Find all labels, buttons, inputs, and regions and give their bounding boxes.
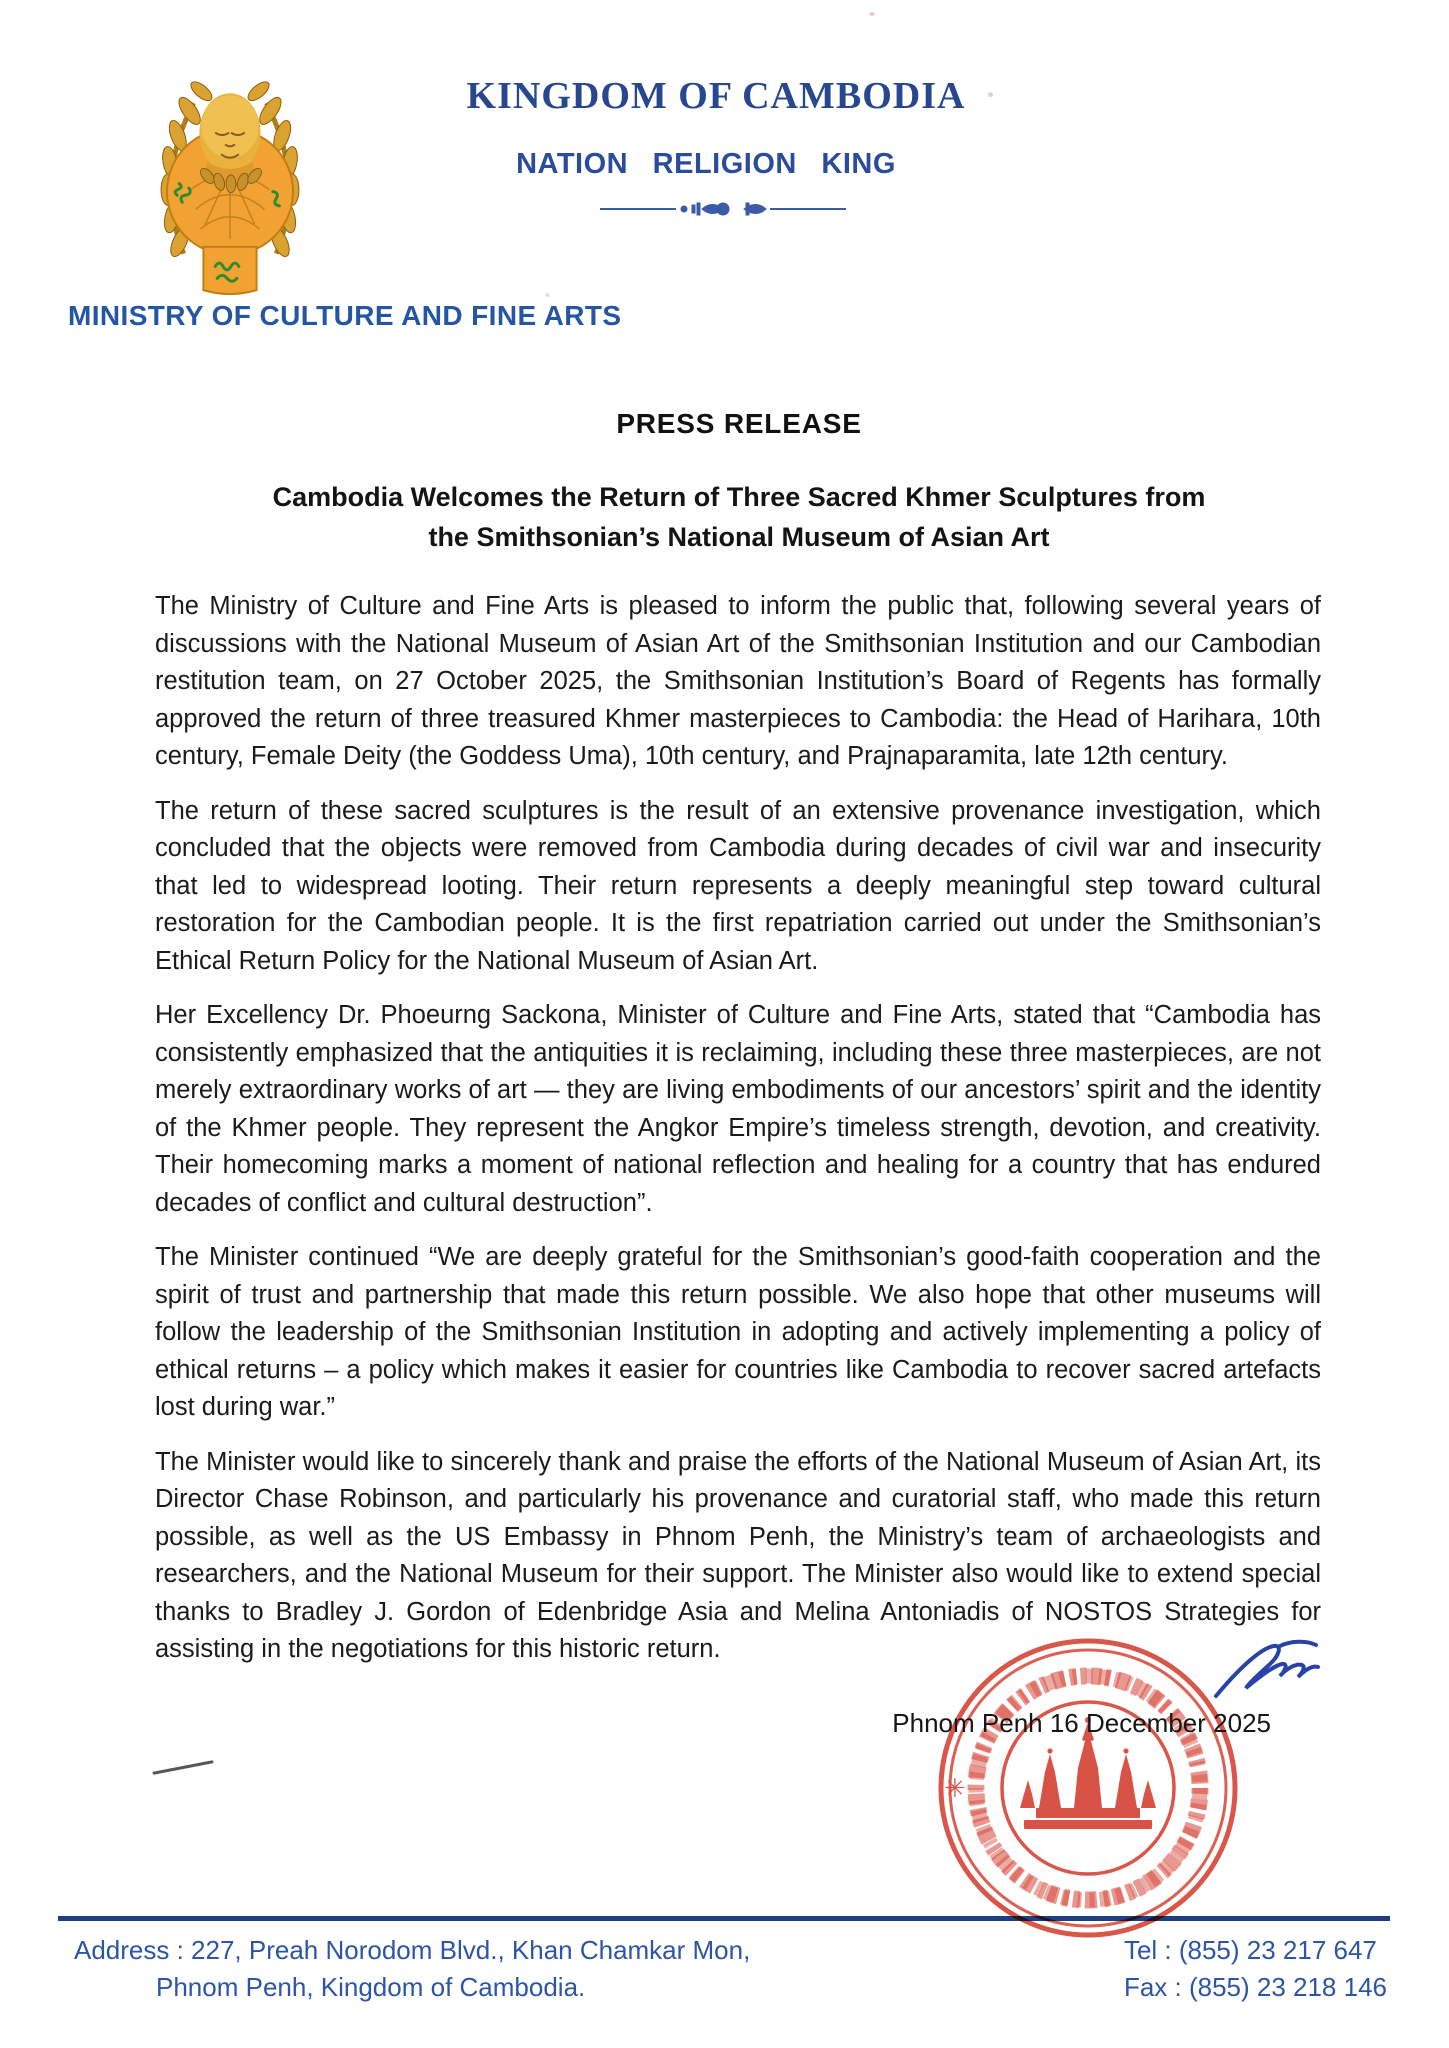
document-body	[155, 588, 1321, 1686]
kingdom-title: KINGDOM OF CAMBODIA	[466, 75, 966, 117]
svg-text:✳: ✳	[944, 1773, 966, 1803]
national-motto: NATION RELIGION KING	[516, 148, 896, 180]
scan-speck	[869, 12, 875, 16]
ornamental-divider-icon	[598, 196, 848, 222]
ministry-red-seal-icon	[932, 1632, 1244, 1944]
footer-address	[74, 1932, 750, 2006]
dateline: Phnom Penh 16 December 2025	[892, 1708, 1271, 1738]
pen-mark	[152, 1760, 213, 1775]
paragraph-3: Her Excellency Dr. Phoeurng Sackona, Minister of Culture and Fine Arts, stated that “Cambodia has consistently emphasized that the antiquities it is reclaiming, including these three masterpieces, are not merely extraordinary works of art — they are living embodiments of our ancestors’ spirit and the identity of the Khmer people. They represent the Angkor Empire’s timeless strength, devotion, and creativity. Their homecoming marks a moment of national reflection and healing for a country that has endured decades of conflict and cultural destruction”.	[155, 1001, 1321, 1217]
scan-speck	[988, 92, 993, 97]
footer-address-line1: Address : 227, Preah Norodom Blvd., Khan Chamkar Mon,	[74, 1935, 751, 1965]
footer-tel: Tel : (855) 23 217 647	[1123, 1935, 1377, 1965]
press-release-label: PRESS RELEASE	[616, 408, 862, 439]
paragraph-5: The Minister would like to sincerely thank and praise the efforts of the National Museum of Asian Art, its Director Chase Robinson, and particularly his provenance and curatorial staff, who made this return possible, as well as the US Embassy in Phnom Penh, the Ministry’s team of archaeologists and researchers, and the National Museum for their support. The Minister also would like to extend special thanks to Bradley J. Gordon of Edenbridge Asia and Melina Antoniadis of NOSTOS Strategies for assisting in the negotiations for this historic return.	[155, 1447, 1321, 1663]
scan-speck	[545, 293, 550, 297]
document-title-line2: the Smithsonian’s National Museum of Asian Art	[428, 522, 1050, 552]
footer-address-line2: Phnom Penh, Kingdom of Cambodia.	[156, 1972, 586, 2002]
ministry-name: MINISTRY OF CULTURE AND FINE ARTS	[68, 300, 622, 331]
document-title-line1: Cambodia Welcomes the Return of Three Sacred Khmer Sculptures from	[272, 482, 1206, 512]
footer-fax: Fax : (855) 23 218 146	[1123, 1972, 1387, 2002]
paragraph-1: The Ministry of Culture and Fine Arts is pleased to inform the public that, following several years of discussions with the National Museum of Asian Art of the Smithsonian Institution and our Cambodian restitution team, on 27 October 2025, the Smithsonian Institution’s Board of Regents has formally approved the return of three treasured Khmer masterpieces to Cambodia: the Head of Harihara, 10th century, Female Deity (the Goddess Uma), 10th century, and Prajnaparamita, late 12th century.	[155, 592, 1321, 770]
minister-signature-icon	[1212, 1638, 1332, 1704]
paragraph-2: The return of these sacred sculptures is the result of an extensive provenance investigation, which concluded that the objects were removed from Cambodia during decades of civil war and insecurity that led to widespread looting. Their return represents a deeply meaningful step toward cultural restoration for the Cambodian people. It is the first repatriation carried out under the Smithsonian’s Ethical Return Policy for the National Museum of Asian Art.	[155, 796, 1321, 975]
paragraph-4: The Minister continued “We are deeply grateful for the Smithsonian’s good-faith cooperation and the spirit of trust and partnership that made this return possible. We also hope that other museums will follow the leadership of the Smithsonian Institution in adopting and actively implementing a policy of ethical returns – a policy which makes it easier for countries like Cambodia to recover sacred artefacts lost during war.”	[155, 1243, 1321, 1421]
